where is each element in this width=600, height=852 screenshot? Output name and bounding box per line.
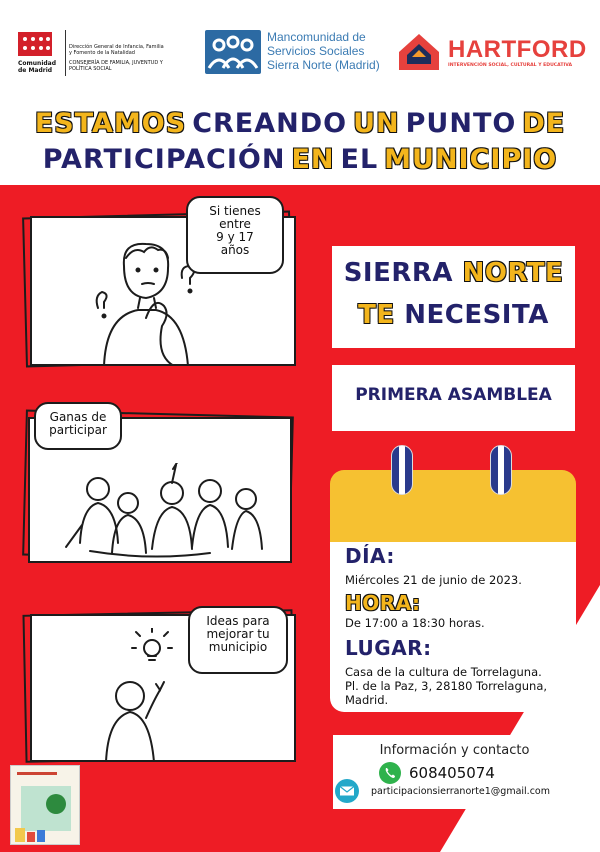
contact-phone[interactable]: 608405074 (409, 764, 495, 782)
contact-title: Información y contacto (379, 743, 530, 758)
title-word: ESTAMOS (34, 108, 187, 139)
title-line-1 (0, 106, 600, 142)
speech-bubble-ideas (188, 606, 288, 674)
group-of-people-icon (60, 463, 270, 563)
people-chain-icon (205, 30, 261, 74)
comunidad-de-madrid-logo (18, 30, 163, 80)
title-word: EN (291, 144, 335, 175)
time-label: HORA: (345, 591, 421, 615)
title-word: MUNICIPIO (384, 144, 558, 175)
contact-card (333, 735, 576, 809)
speech-bubble-age (186, 196, 284, 274)
title-word: DE (522, 108, 566, 139)
slogan-word-te: TE (358, 300, 395, 330)
bubble-participate-text: Ganas de participar (49, 410, 107, 437)
title-word: CREANDO (192, 108, 348, 139)
consejeria-text: CONSEJERÍA DE FAMILIA, JUVENTUD Y POLÍTICA SOCIAL (69, 60, 163, 72)
slogan-line-2 (332, 300, 575, 330)
day-label: DÍA: (345, 544, 395, 568)
place-line-3: Madrid. (345, 693, 389, 707)
title-word: EL (340, 144, 379, 175)
mancomunidad-line1: Mancomunidad de (267, 30, 366, 44)
title-word: PUNTO (405, 108, 517, 139)
calendar-header (330, 470, 576, 542)
slogan-line-1 (332, 258, 575, 288)
event-calendar (330, 542, 576, 712)
slogan-word-necesita: NECESITA (404, 300, 549, 330)
poster-thumbnail (10, 765, 80, 845)
title-word: PARTICIPACIÓN (42, 144, 286, 175)
direccion-general-text: Dirección General de Infancia, Familia y Fomento de la Natalidad (69, 44, 164, 56)
main-title (0, 106, 600, 178)
logo-divider (65, 30, 66, 76)
place-line-2: Pl. de la Paz, 3, 28180 Torrelaguna, (345, 679, 548, 693)
slogan-word-norte: NORTE (462, 258, 564, 288)
title-word: UN (353, 108, 400, 139)
email-icon (335, 779, 359, 803)
bubble-ideas-text: Ideas para mejorar tu municipio (206, 614, 270, 654)
place-line-1: Casa de la cultura de Torrelaguna. (345, 665, 542, 679)
hartford-name: HARTFORD (448, 36, 587, 63)
comunidad-name: Comunidad de Madrid (18, 60, 57, 74)
day-value: Miércoles 21 de junio de 2023. (345, 573, 522, 587)
idea-person-icon (96, 628, 186, 762)
mancomunidad-line3: Sierra Norte (Madrid) (267, 58, 380, 72)
speech-bubble-participate (34, 402, 122, 450)
calendar-ring-left (391, 445, 413, 495)
bubble-age-text: Si tienes entre 9 y 17 años (209, 204, 261, 257)
hartford-tagline: INTERVENCIÓN SOCIAL, CULTURAL Y EDUCATIVA (448, 63, 573, 68)
assembly-card (332, 365, 575, 431)
hartford-house-icon (398, 32, 440, 72)
slogan-card (332, 246, 575, 348)
place-label: LUGAR: (345, 636, 432, 660)
place-value (345, 665, 547, 707)
mancomunidad-line2: Servicios Sociales (267, 44, 365, 58)
mancomunidad-logo (205, 28, 380, 80)
slogan-word-sierra: SIERRA (343, 258, 454, 288)
hartford-logo (398, 32, 593, 76)
calendar-ring-right (490, 445, 512, 495)
whatsapp-phone-icon (379, 762, 401, 784)
time-value: De 17:00 a 18:30 horas. (345, 616, 485, 630)
title-line-2 (0, 142, 600, 178)
madrid-flag-icon (18, 32, 52, 56)
contact-email[interactable]: participacionsierranorte1@gmail.com (371, 786, 550, 797)
assembly-heading: PRIMERA ASAMBLEA (355, 385, 552, 405)
